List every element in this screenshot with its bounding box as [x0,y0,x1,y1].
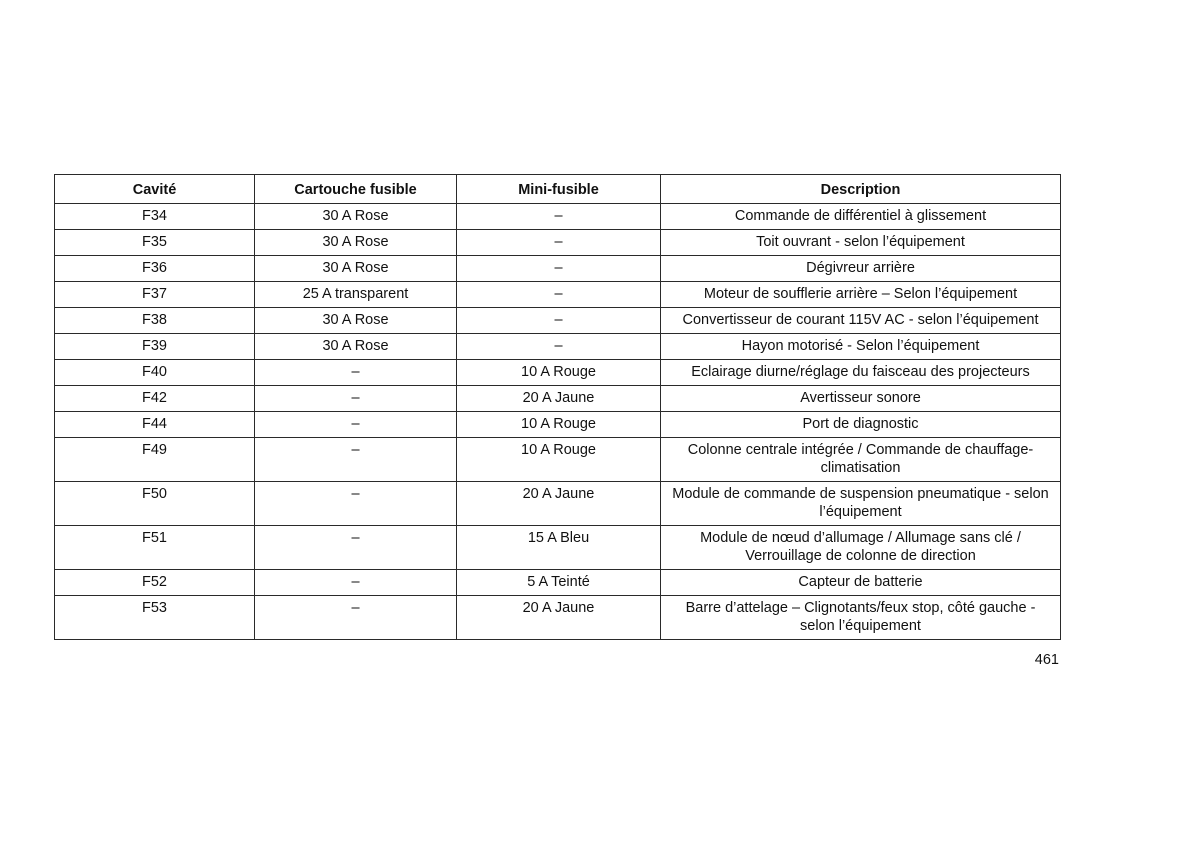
cell-description: Module de nœud d’allumage / Allumage sans clé / Verrouillage de colonne de direction [661,526,1061,570]
cell-cavity: F50 [55,482,255,526]
cell-description: Port de diagnostic [661,412,1061,438]
cell-mini-fuse: – [457,308,661,334]
cell-mini-fuse: 20 A Jaune [457,386,661,412]
cell-description: Capteur de batterie [661,570,1061,596]
table-row [55,386,1061,412]
cell-cavity: F40 [55,360,255,386]
header-row [55,175,1061,204]
cell-description: Avertisseur sonore [661,386,1061,412]
table-row [55,360,1061,386]
table-row [55,230,1061,256]
table-row [55,308,1061,334]
fuse-table [54,174,1061,640]
cell-description: Toit ouvrant - selon l’équipement [661,230,1061,256]
cell-cavity: F38 [55,308,255,334]
cell-cartridge-fuse: – [255,438,457,482]
page-number: 461 [1034,652,1059,668]
cell-mini-fuse: – [457,256,661,282]
cell-cartridge-fuse: – [255,482,457,526]
cell-mini-fuse: – [457,334,661,360]
cell-cartridge-fuse: 30 A Rose [255,334,457,360]
cell-description: Hayon motorisé - Selon l’équipement [661,334,1061,360]
cell-cavity: F35 [55,230,255,256]
header-description: Description [661,175,1061,204]
table-row [55,526,1061,570]
cell-cavity: F36 [55,256,255,282]
cell-mini-fuse: 10 A Rouge [457,412,661,438]
cell-cartridge-fuse: – [255,596,457,640]
fuse-table-header [55,175,1061,204]
cell-mini-fuse: 20 A Jaune [457,482,661,526]
fuse-table-body [55,204,1061,640]
cell-cartridge-fuse: 30 A Rose [255,256,457,282]
cell-mini-fuse: 20 A Jaune [457,596,661,640]
cell-mini-fuse: – [457,230,661,256]
cell-cartridge-fuse: 30 A Rose [255,308,457,334]
cell-mini-fuse: – [457,204,661,230]
cell-cavity: F34 [55,204,255,230]
table-row [55,596,1061,640]
cell-mini-fuse: 10 A Rouge [457,438,661,482]
cell-cavity: F44 [55,412,255,438]
cell-mini-fuse: – [457,282,661,308]
cell-description: Eclairage diurne/réglage du faisceau des projecteurs [661,360,1061,386]
cell-cartridge-fuse: – [255,386,457,412]
cell-cartridge-fuse: – [255,360,457,386]
cell-cavity: F42 [55,386,255,412]
cell-cavity: F51 [55,526,255,570]
table-row [55,282,1061,308]
cell-mini-fuse: 10 A Rouge [457,360,661,386]
cell-cartridge-fuse: – [255,412,457,438]
cell-cavity: F53 [55,596,255,640]
table-row [55,204,1061,230]
cell-description: Colonne centrale intégrée / Commande de chauffage-climatisation [661,438,1061,482]
cell-cavity: F37 [55,282,255,308]
cell-cavity: F39 [55,334,255,360]
cell-cartridge-fuse: 30 A Rose [255,204,457,230]
cell-cavity: F52 [55,570,255,596]
header-mini-fuse: Mini-fusible [457,175,661,204]
header-cavity: Cavité [55,175,255,204]
cell-mini-fuse: 15 A Bleu [457,526,661,570]
cell-mini-fuse: 5 A Teinté [457,570,661,596]
cell-cartridge-fuse: – [255,526,457,570]
cell-description: Convertisseur de courant 115V AC - selon l’équipement [661,308,1061,334]
table-row [55,256,1061,282]
cell-cartridge-fuse: 30 A Rose [255,230,457,256]
cell-description: Commande de différentiel à glissement [661,204,1061,230]
table-row [55,412,1061,438]
header-cartridge-fuse: Cartouche fusible [255,175,457,204]
cell-description: Barre d’attelage – Clignotants/feux stop, côté gauche - selon l’équipement [661,596,1061,640]
table-row [55,570,1061,596]
cell-cartridge-fuse: 25 A transparent [255,282,457,308]
table-row [55,438,1061,482]
cell-description: Module de commande de suspension pneumatique - selon l’équipement [661,482,1061,526]
cell-description: Moteur de soufflerie arrière – Selon l’équipement [661,282,1061,308]
cell-cavity: F49 [55,438,255,482]
table-row [55,482,1061,526]
table-row [55,334,1061,360]
cell-cartridge-fuse: – [255,570,457,596]
cell-description: Dégivreur arrière [661,256,1061,282]
